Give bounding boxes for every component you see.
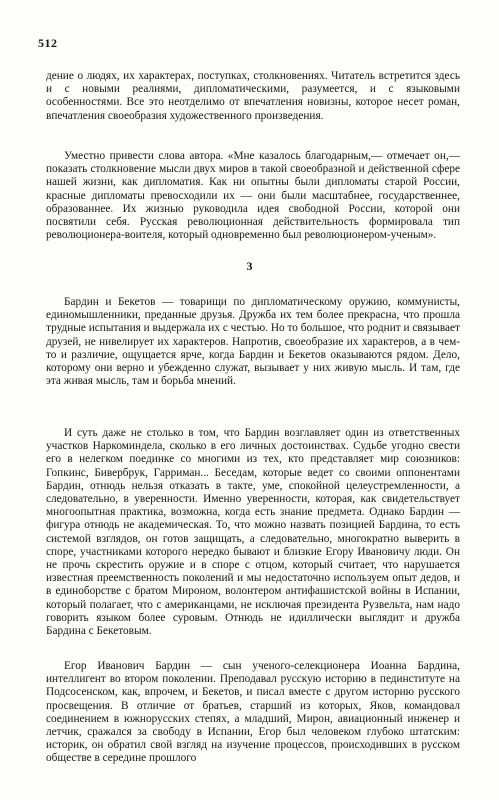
paragraph-text: Бардин и Бекетов — товарищи по дипломатическому оружию, коммунисты, единомышленники, преданные друзья. Дружба их тем более прекрасна, что прошла трудные испытания и выдержала их с честью. Но то большое, что роднит и связывает друзей, не нивелирует их характеров. Напротив, своеобразие их характеров, а в чем-то и различие, ощущается ярче, когда Бардин и Бекетов оказываются рядом. Дело, которому они верно и убежденно служат, вызывает у них живую мысль. И там, где эта живая мысль, там и борьба мнений.	[46, 296, 460, 388]
paragraph-text: дение о людях, их характерах, поступках, столкновениях. Читатель встретится здесь и с новыми реалиями, дипломатическими, разумеется, и с языковыми особенностями. Все это неотделимо от впечатления новизны, которое несет роман, впечатления своеобразия художественного произведения.	[46, 70, 460, 122]
paragraph-bardin-beketov	[46, 296, 460, 388]
paragraph-text: Егор Иванович Бардин — сын ученого-селекционера Иоанна Бардина, интеллигент во втором поколении. Преподавал русскую историю в пединституте на Подсосенском, как, впрочем, и Бекетов, и писал вместе с другом историю русского просвещения. В отличие от братьев, старший из которых, Яков, командовал соединением в южнорусских степях, а младший, Мирон, авиационный инженер и летчик, сражался за свободу в Испании, Егор был человеком глубоко штатским: историк, он обратил свой взгляд на изучение процессов, происходивших в русском обществе в середине прошлого	[46, 660, 460, 765]
paragraph-bardin-biography	[46, 660, 460, 766]
paragraph-author-quote	[46, 150, 460, 242]
section-number: 3	[246, 259, 253, 273]
paragraph-text: Уместно привести слова автора. «Мне казалось благодарным,— отмечает он,— показать столкновение мысли двух миров в такой своеобразной и действенной сфере нашей жизни, как дипломатия. Как ни опытны были дипломаты старой России, красные дипломаты превосходили их — они были масштабнее, государственнее, образованнее. Их жизнью руководила идея свободной России, которой они посвятили себя. Русская революционная действительность формировала тип революционера-воителя, который одновременно был революционером-ученым».	[46, 150, 460, 242]
paragraph-text: И суть даже не столько в том, что Бардин возглавляет один из ответственных участков Наркоминдела, сколько в его личных достоинствах. Судьбе угодно свести его в нелегком поединке со многими из тех, кто представляет мир союзников: Гопкинс, Бивербрук, Гарриман... Беседам, которые ведет со своими оппонентами Бардин, отнюдь нельзя отказать в такте, уме, спокойной целеустремленности, а следовательно, в уверенности. Именно уверенности, которая, как свидетельствует многоопытная практика, возможна, когда есть знание предмета. Однако Бардин — фигура отнюдь не академическая. То, что можно назвать позицией Бардина, то есть системой взглядов, он готов защищать, а следовательно, многократно выверить в споре, участниками которого нередко бывают и близкие Егору Ивановичу люди. Он не прочь скрестить оружие и в споре с отцом, который считает, что нарушается известная преемственность поколений и мы недостаточно используем опыт дедов, и в единоборстве с братом Мироном, волонтером антифашистской войны в Испании, который полагает, что с американцами, не исключая президента Рузвельта, нам надо говорить языком более суровым. Отнюдь не идиллически выглядит и дружба Бардина с Бекетовым.	[46, 427, 460, 638]
paragraph-continued	[46, 70, 460, 123]
paragraph-bardin-qualities	[46, 427, 460, 638]
page-number: 512	[38, 36, 58, 50]
